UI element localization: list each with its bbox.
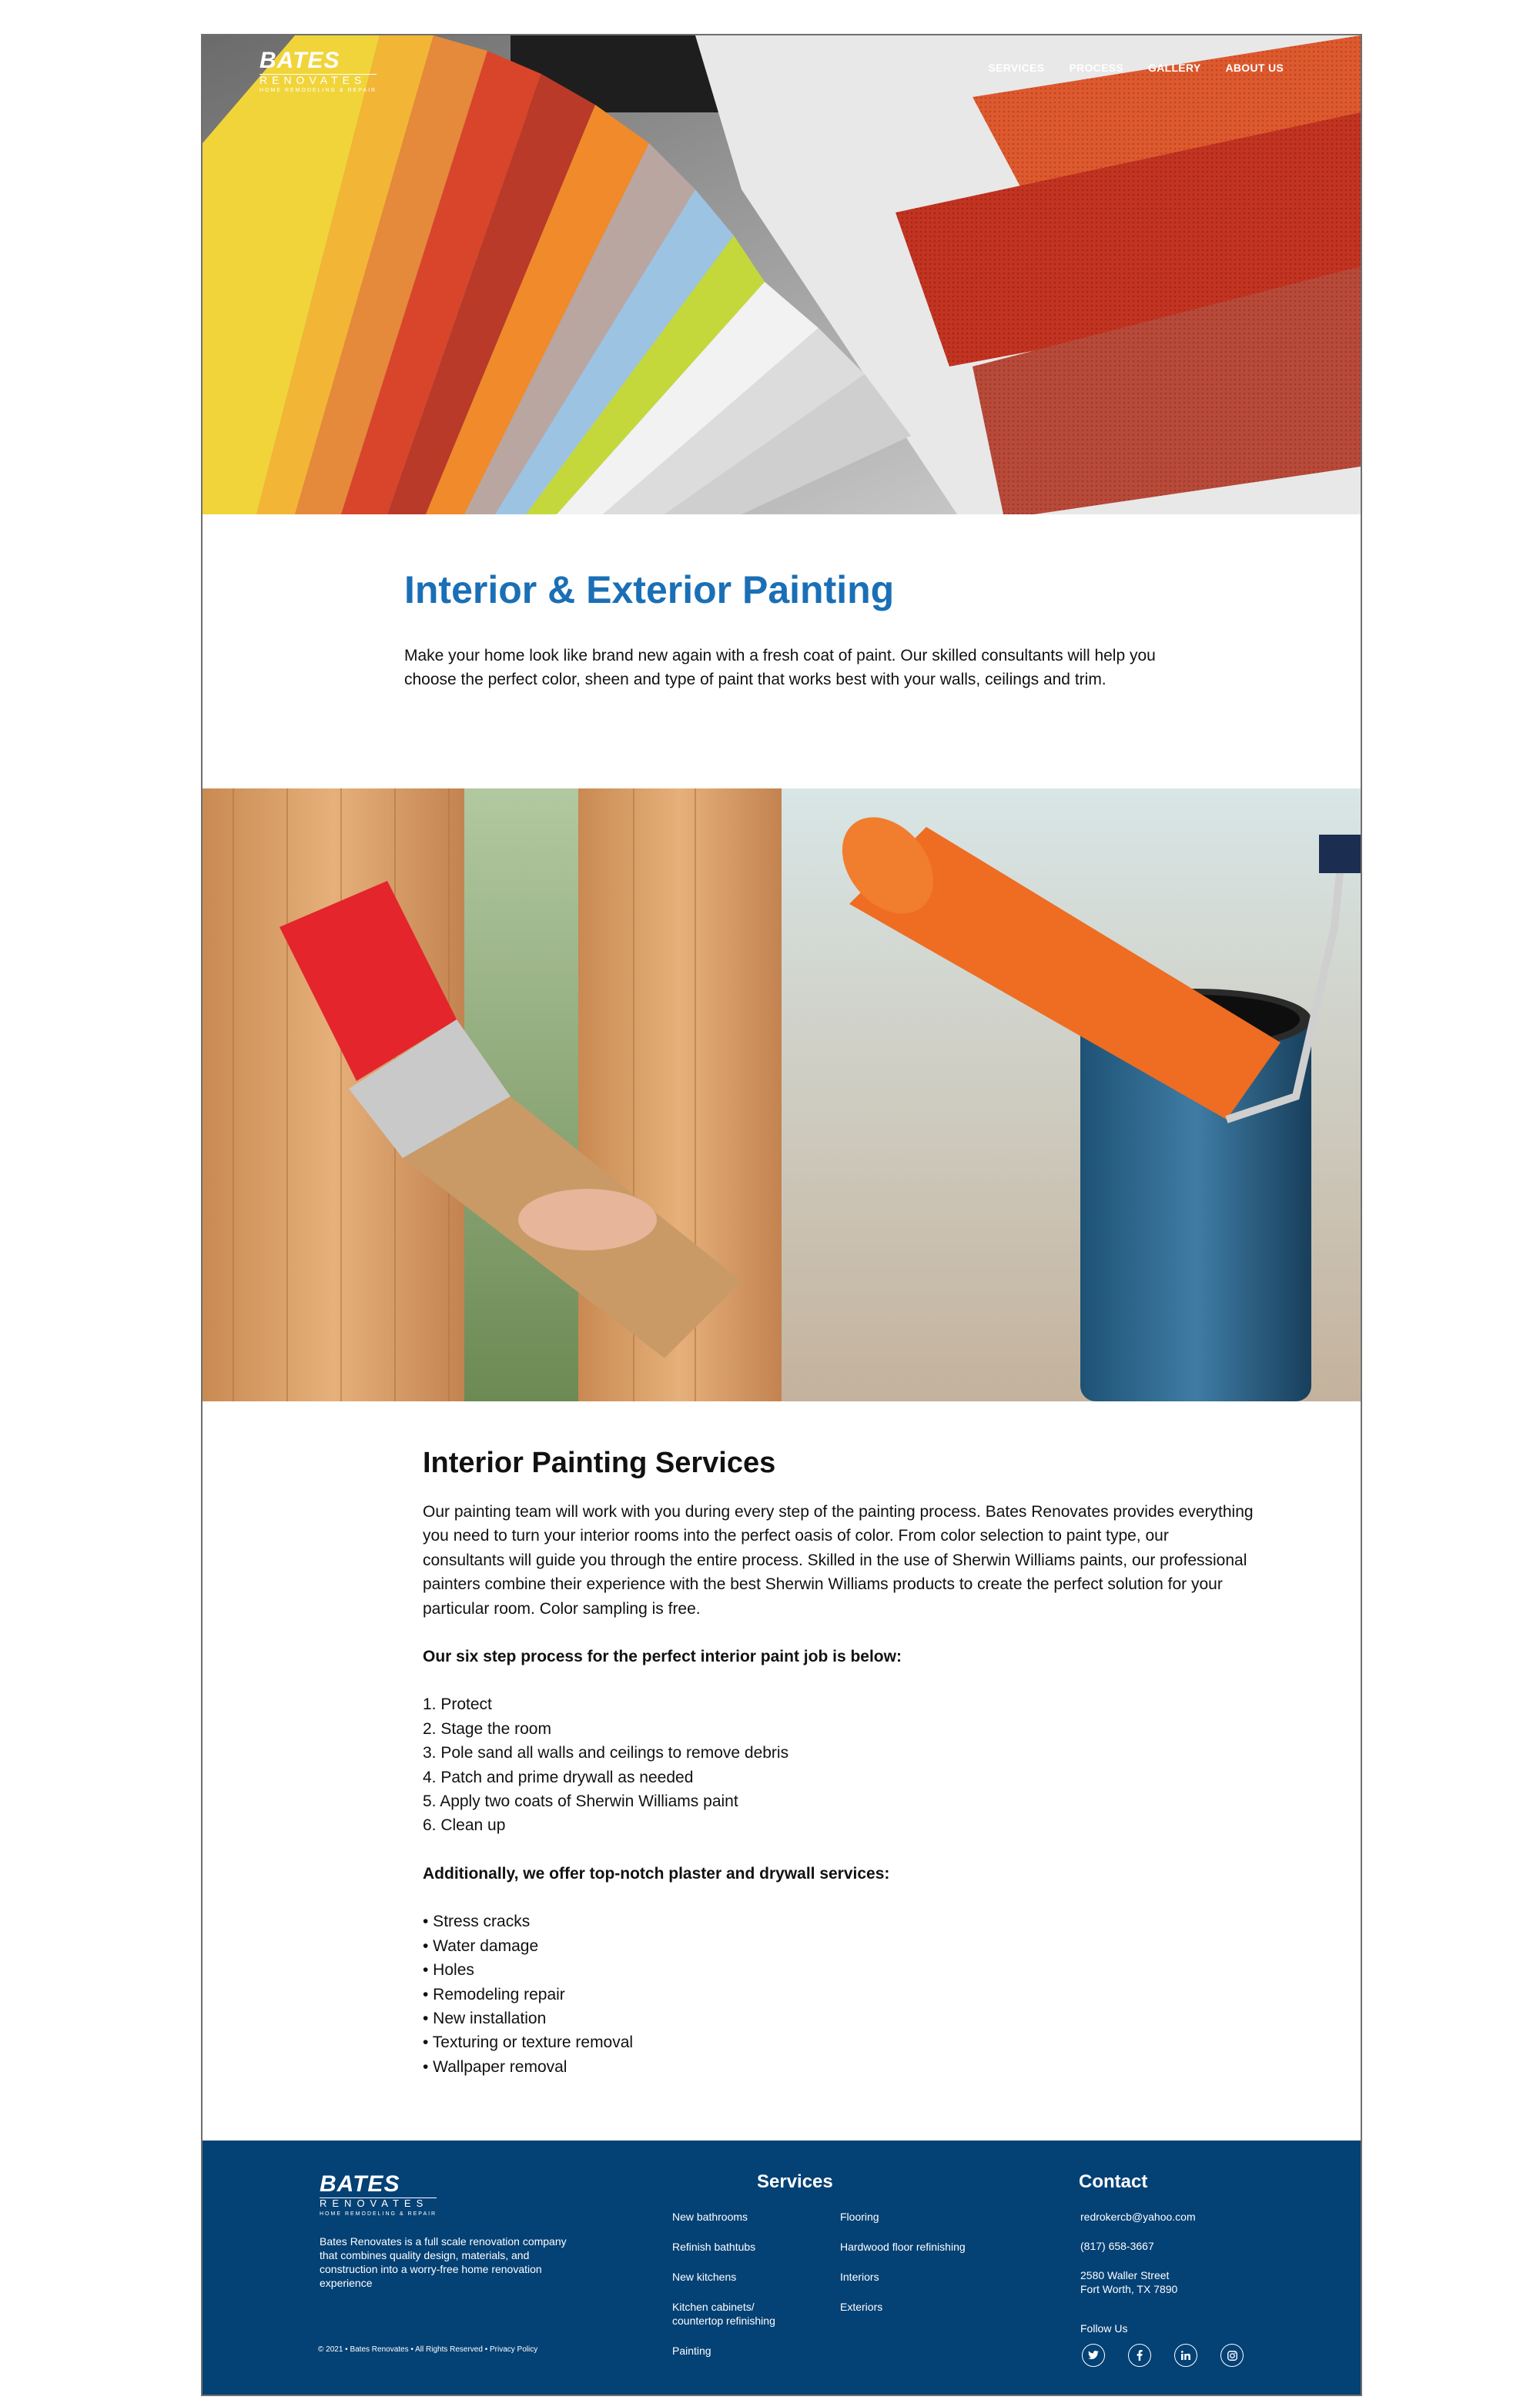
nav-gallery[interactable]: GALLERY <box>1148 62 1201 74</box>
instagram-icon[interactable] <box>1220 2344 1244 2367</box>
painting-photos <box>203 788 1361 1401</box>
hero-image-paint-swatches <box>203 35 1361 514</box>
footer-link-kitchen-cabinets[interactable]: Kitchen cabinets/ countertop refinishing <box>672 2301 775 2327</box>
logo-tagline: HOME REMODELING & REPAIR <box>259 88 377 93</box>
footer-logo[interactable] <box>320 2173 437 2217</box>
twitter-icon[interactable] <box>1082 2344 1105 2367</box>
nav-process[interactable]: PROCESS <box>1069 62 1123 74</box>
list-item: • Holes <box>423 1961 474 1980</box>
footer-contact-title: Contact <box>1079 2171 1148 2192</box>
list-item: 2. Stage the room <box>423 1719 551 1738</box>
hero-banner <box>203 35 1361 514</box>
interior-painting-services <box>423 1444 1254 2079</box>
logo-brand-sub: RENOVATES <box>259 74 377 85</box>
follow-us-label: Follow Us <box>1080 2322 1128 2335</box>
footer-services-col2 <box>840 2210 1009 2330</box>
footer-link-refinish-bathtubs[interactable]: Refinish bathtubs <box>672 2241 756 2253</box>
list-item: • New installation <box>423 2009 547 2027</box>
list-item: • Stress cracks <box>423 1913 531 1931</box>
address-line-1: 2580 Waller Street <box>1080 2269 1170 2281</box>
extras-heading: Additionally, we offer top-notch plaster and drywall services: <box>423 1864 890 1883</box>
steps-list <box>423 1692 1254 1837</box>
footer-link-exteriors[interactable]: Exteriors <box>840 2301 883 2313</box>
social-links <box>1082 2344 1244 2367</box>
main-nav <box>988 62 1284 74</box>
footer-link-painting[interactable]: Painting <box>672 2345 711 2357</box>
list-item: 1. Protect <box>423 1695 492 1714</box>
page-title: Interior & Exterior Painting <box>404 568 895 611</box>
steps-heading: Our six step process for the perfect interior paint job is below: <box>423 1648 902 1666</box>
intro-text: Make your home look like brand new again with a fresh coat of paint. Our skilled consultants will help you choose the perfect color, sheen and type of paint that works best with your walls, ceilings and trim. <box>404 647 1156 688</box>
page-frame <box>201 34 1362 2396</box>
footer-link-interiors[interactable]: Interiors <box>840 2271 879 2283</box>
services-heading: Interior Painting Services <box>423 1447 776 1479</box>
facebook-icon[interactable] <box>1128 2344 1151 2367</box>
list-item: • Water damage <box>423 1936 539 1955</box>
list-item: 6. Clean up <box>423 1816 506 1835</box>
list-item: 3. Pole sand all walls and ceilings to remove debris <box>423 1744 789 1762</box>
list-item: • Remodeling repair <box>423 1985 565 2003</box>
list-item: 4. Patch and prime drywall as needed <box>423 1768 694 1786</box>
header-logo[interactable] <box>259 49 377 93</box>
list-item: • Texturing or texture removal <box>423 2033 634 2052</box>
footer-about: Bates Renovates is a full scale renovation company that combines quality design, materials, and construction into a worry-free home renovation experience <box>320 2235 567 2289</box>
footer-logo-brand: BATES <box>320 2171 400 2197</box>
list-item: • Wallpaper removal <box>423 2057 567 2076</box>
intro-section <box>404 567 1174 691</box>
site-footer <box>203 2141 1361 2396</box>
footer-link-flooring[interactable]: Flooring <box>840 2211 879 2223</box>
nav-about-us[interactable]: ABOUT US <box>1225 62 1284 74</box>
linkedin-icon[interactable] <box>1174 2344 1197 2367</box>
contact-phone[interactable]: (817) 658-3667 <box>1080 2240 1154 2252</box>
footer-copyright: © 2021 • Bates Renovates • All Rights Reserved • Privacy Policy <box>318 2345 538 2354</box>
list-item: 5. Apply two coats of Sherwin Williams paint <box>423 1792 738 1811</box>
services-paragraph: Our painting team will work with you during every step of the painting process. Bates Renovates provides everything you need to turn your interior rooms into the perfect oasis of color. From color selection to paint type, our consultants will guide you through the entire process. Skilled in the use of Sherwin Williams paints, our professional painters combine their experience with the best Sherwin Williams products to create the perfect solution for your particular room. Color sampling is free. <box>423 1503 1254 1618</box>
footer-link-new-kitchens[interactable]: New kitchens <box>672 2271 737 2283</box>
contact-email[interactable]: redrokercb@yahoo.com <box>1080 2211 1196 2223</box>
logo-brand-name: BATES <box>259 48 340 73</box>
photo-pair <box>203 788 1361 1401</box>
footer-services-col1 <box>672 2210 826 2374</box>
footer-logo-sub: RENOVATES <box>320 2197 437 2209</box>
contact-address <box>1080 2268 1281 2296</box>
nav-services[interactable]: SERVICES <box>988 62 1045 74</box>
footer-logo-tagline: HOME REMODELING & REPAIR <box>320 2211 437 2217</box>
footer-services-title: Services <box>757 2171 833 2192</box>
footer-link-new-bathrooms[interactable]: New bathrooms <box>672 2211 748 2223</box>
address-line-2: Fort Worth, TX 7890 <box>1080 2283 1178 2295</box>
extras-list <box>423 1910 1254 2079</box>
footer-link-hardwood[interactable]: Hardwood floor refinishing <box>840 2241 966 2253</box>
footer-contact <box>1080 2210 1281 2311</box>
